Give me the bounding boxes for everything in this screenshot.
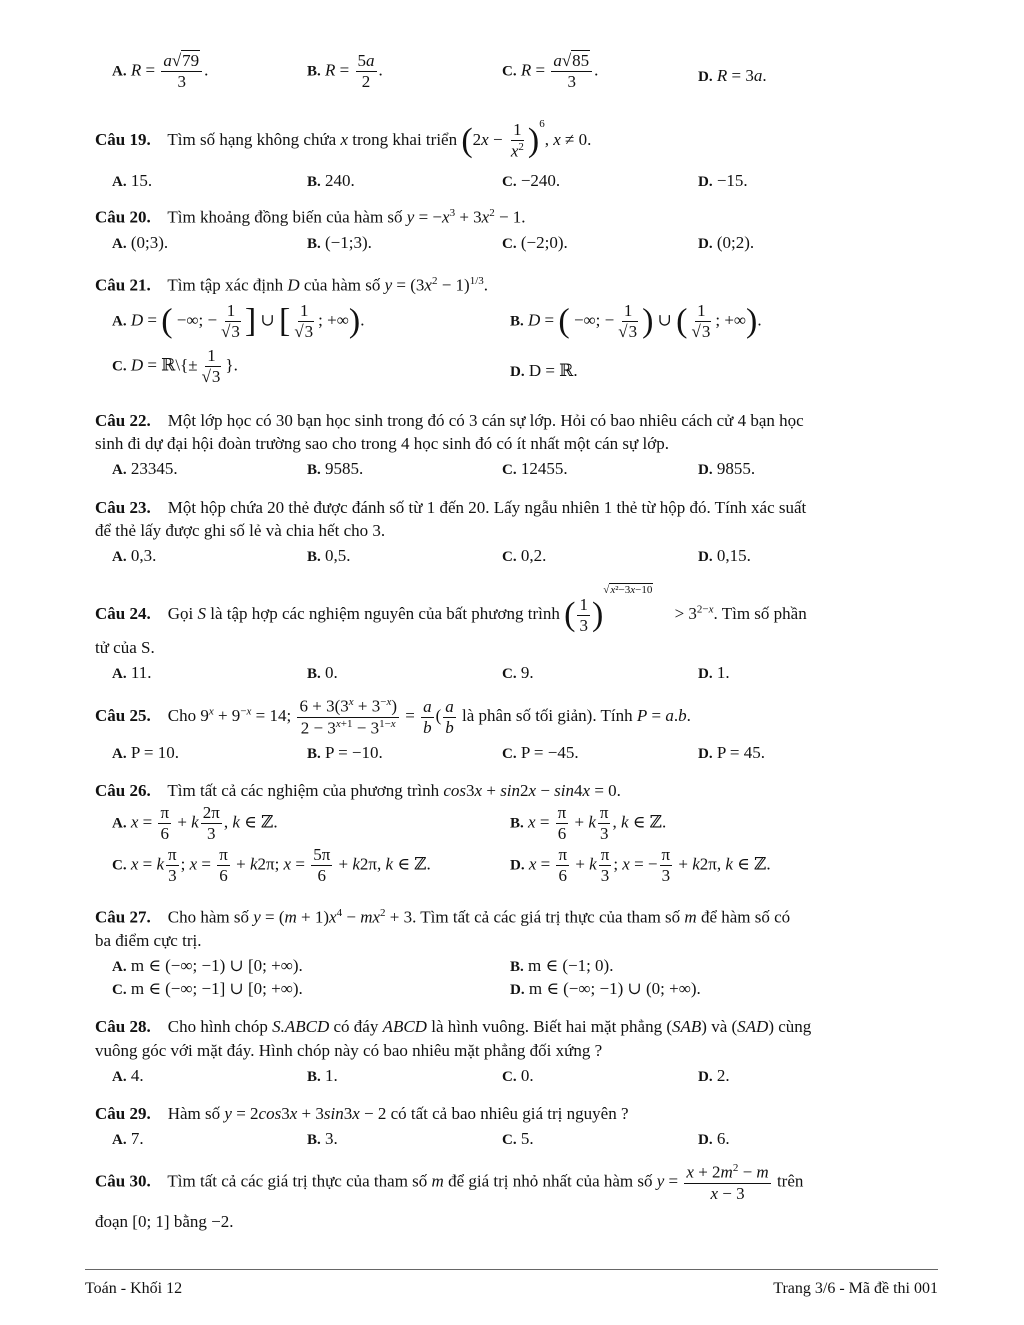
q26-option-a: A. x = $\frac{\pi}{6}$ + k $\frac{2\pi}{3}$ , k ∈ ℤ. bbox=[112, 803, 278, 843]
q27-option-c: C. m ∈ (−∞; −1] ∪ [0; +∞). bbox=[112, 979, 303, 998]
q20-option-c: C. (−2;0). bbox=[502, 233, 568, 252]
q28-option-d: D. 2. bbox=[698, 1066, 730, 1085]
q23-option-a: A. 0,3. bbox=[112, 546, 157, 565]
q24-option-a: A. 11. bbox=[112, 663, 152, 682]
q24-option-d: D. 1. bbox=[698, 663, 730, 682]
q18-option-d: D. R = 3a. bbox=[698, 66, 767, 85]
q21-option-a: A. D = ( −∞; − $\frac{1}{√3}$ ] ∪ [ $\frac{1}{√3}$ ; +∞). bbox=[112, 301, 365, 341]
q27-option-d: D. m ∈ (−∞; −1) ∪ (0; +∞). bbox=[510, 979, 701, 998]
footer-right: Trang 3/6 - Mã đề thi 001 bbox=[773, 1280, 938, 1297]
q25-option-d: D. P = 45. bbox=[698, 743, 766, 762]
q23-option-c: C. 0,2. bbox=[502, 546, 547, 565]
q27-text-line2: ba điểm cực trị. bbox=[95, 931, 202, 950]
q25-text: Câu 25. Cho $9^x + 9^{-x} = 14$; $\frac{6 + 3(3^x + 3^{-x})}{2 - 3^{x+1} - 3^{1-x}}$ = $\frac{a}{b}$ ( $\frac{a}{b}$ là phân số tối giản). Tính P = a.b. bbox=[95, 696, 691, 738]
q27-option-a: A. m ∈ (−∞; −1) ∪ [0; +∞). bbox=[112, 956, 303, 975]
q28-option-c: C. 0. bbox=[502, 1066, 534, 1085]
footer-left: Toán - Khối 12 bbox=[85, 1280, 183, 1297]
q21-option-d: D. D = ℝ. bbox=[510, 361, 578, 380]
q24-text-line2: tử của S. bbox=[95, 638, 155, 657]
q21-option-c: C. D = ℝ\{± $\frac{1}{√3}$ }. bbox=[112, 346, 238, 386]
q22-option-c: C. 12455. bbox=[502, 459, 568, 478]
q29-text: Câu 29. Hàm số y = 2cos3x + 3sin3x − 2 có tất cả bao nhiêu giá trị nguyên ? bbox=[95, 1104, 629, 1123]
q20-text: Câu 20. Tìm khoảng đồng biến của hàm số $y = -x^3 + 3x^2 - 1$. bbox=[95, 207, 526, 227]
q30-text: Câu 30. Tìm tất cả các giá trị thực của tham số m để giá trị nhỏ nhất của hàm số y = $\frac{x + 2m^2 - m}{x - 3}$ trên bbox=[95, 1162, 804, 1203]
q30-text-line2: đoạn [0; 1] bằng −2. bbox=[95, 1212, 234, 1231]
q23-option-d: D. 0,15. bbox=[698, 546, 751, 565]
q26-option-c: C. x = k $\frac{\pi}{3}$ ; x = $\frac{\pi}{6}$ + k2π; x = $\frac{5\pi}{6}$ + k2π, k ∈ ℤ. bbox=[112, 845, 431, 885]
q18-option-a: A. R = $\frac{a√79}{3}$ . bbox=[112, 51, 209, 91]
q27-option-b: B. m ∈ (−1; 0). bbox=[510, 956, 614, 975]
footer-divider bbox=[85, 1269, 938, 1270]
q24-option-b: B. 0. bbox=[307, 663, 338, 682]
q28-text-line1: Câu 28. Cho hình chóp S.ABCD có đáy ABCD là hình vuông. Biết hai mặt phẳng (SAB) và (SAD) cùng bbox=[95, 1017, 812, 1036]
q29-option-b: B. 3. bbox=[307, 1129, 338, 1148]
q22-option-d: D. 9855. bbox=[698, 459, 756, 478]
q29-option-c: C. 5. bbox=[502, 1129, 534, 1148]
q22-option-a: A. 23345. bbox=[112, 459, 178, 478]
q19-option-b: B. 240. bbox=[307, 171, 355, 190]
q20-option-d: D. (0;2). bbox=[698, 233, 755, 252]
q25-option-b: B. P = −10. bbox=[307, 743, 383, 762]
q18-option-b: B. R = $\frac{5a}{2}$ . bbox=[307, 51, 383, 91]
q23-text-line2: để thẻ lấy được ghi số lẻ và chia hết cho 3. bbox=[95, 521, 386, 540]
q26-option-d: D. x = $\frac{\pi}{6}$ + k $\frac{\pi}{3}$ ; x = − $\frac{\pi}{3}$ + k2π, k ∈ ℤ. bbox=[510, 845, 771, 885]
q29-option-d: D. 6. bbox=[698, 1129, 730, 1148]
q18-option-c: C. R = $\frac{a√85}{3}$ . bbox=[502, 51, 599, 91]
q20-option-b: B. (−1;3). bbox=[307, 233, 372, 252]
q19-option-d: D. −15. bbox=[698, 171, 748, 190]
q26-option-b: B. x = $\frac{\pi}{6}$ + k $\frac{\pi}{3}$ , k ∈ ℤ. bbox=[510, 803, 667, 843]
q29-option-a: A. 7. bbox=[112, 1129, 144, 1148]
q22-text-line2: sinh đi dự đại hội đoàn trường sao cho trong 4 học sinh đó có ít nhất một cán sự lớp. bbox=[95, 434, 669, 453]
q28-text-line2: vuông góc với mặt đáy. Hình chóp này có bao nhiêu mặt phẳng đối xứng ? bbox=[95, 1041, 603, 1060]
q24-option-c: C. 9. bbox=[502, 663, 534, 682]
q21-option-b: B. D = ( −∞; − $\frac{1}{√3}$ ) ∪ ( $\frac{1}{√3}$ ; +∞). bbox=[510, 301, 762, 341]
q27-text-line1: Câu 27. Cho hàm số $y = (m + 1)x^4 - mx^2 + 3$. Tìm tất cả các giá trị thực của tham số m để hàm số có bbox=[95, 907, 791, 927]
q19-option-c: C. −240. bbox=[502, 171, 561, 190]
q21-text: Câu 21. Tìm tập xác định D của hàm số $y = (3x^2 - 1)^{1/3}$. bbox=[95, 275, 489, 295]
q20-option-a: A. (0;3). bbox=[112, 233, 169, 252]
q28-option-a: A. 4. bbox=[112, 1066, 144, 1085]
q19-text: Câu 19. Tìm số hạng không chứa x trong khai triển (2x − $\frac{1}{x^2}$ )$^6$, x ≠ 0. bbox=[95, 118, 592, 161]
q22-text-line1: Câu 22. Một lớp học có 30 bạn học sinh trong đó có 3 cán sự lớp. Hỏi có bao nhiêu cách cử 4 bạn học bbox=[95, 411, 804, 430]
q25-option-a: A. P = 10. bbox=[112, 743, 180, 762]
q22-option-b: B. 9585. bbox=[307, 459, 364, 478]
q26-text: Câu 26. Tìm tất cả các nghiệm của phương trình cos3x + sin2x − sin4x = 0. bbox=[95, 781, 621, 800]
q23-text-line1: Câu 23. Một hộp chứa 20 thẻ được đánh số từ 1 đến 20. Lấy ngẫu nhiên 1 thẻ từ hộp đó. Tính xác suất bbox=[95, 498, 807, 517]
q23-option-b: B. 0,5. bbox=[307, 546, 351, 565]
q24-text: Câu 24. Gọi S là tập hợp các nghiệm nguyên của bất phương trình ( $\frac{1}{3}$ )$^{√x^2-3x-10}$ > $3^{2-x}$. Tìm số phần bbox=[95, 584, 807, 635]
q28-option-b: B. 1. bbox=[307, 1066, 338, 1085]
q19-option-a: A. 15. bbox=[112, 171, 153, 190]
q25-option-c: C. P = −45. bbox=[502, 743, 579, 762]
